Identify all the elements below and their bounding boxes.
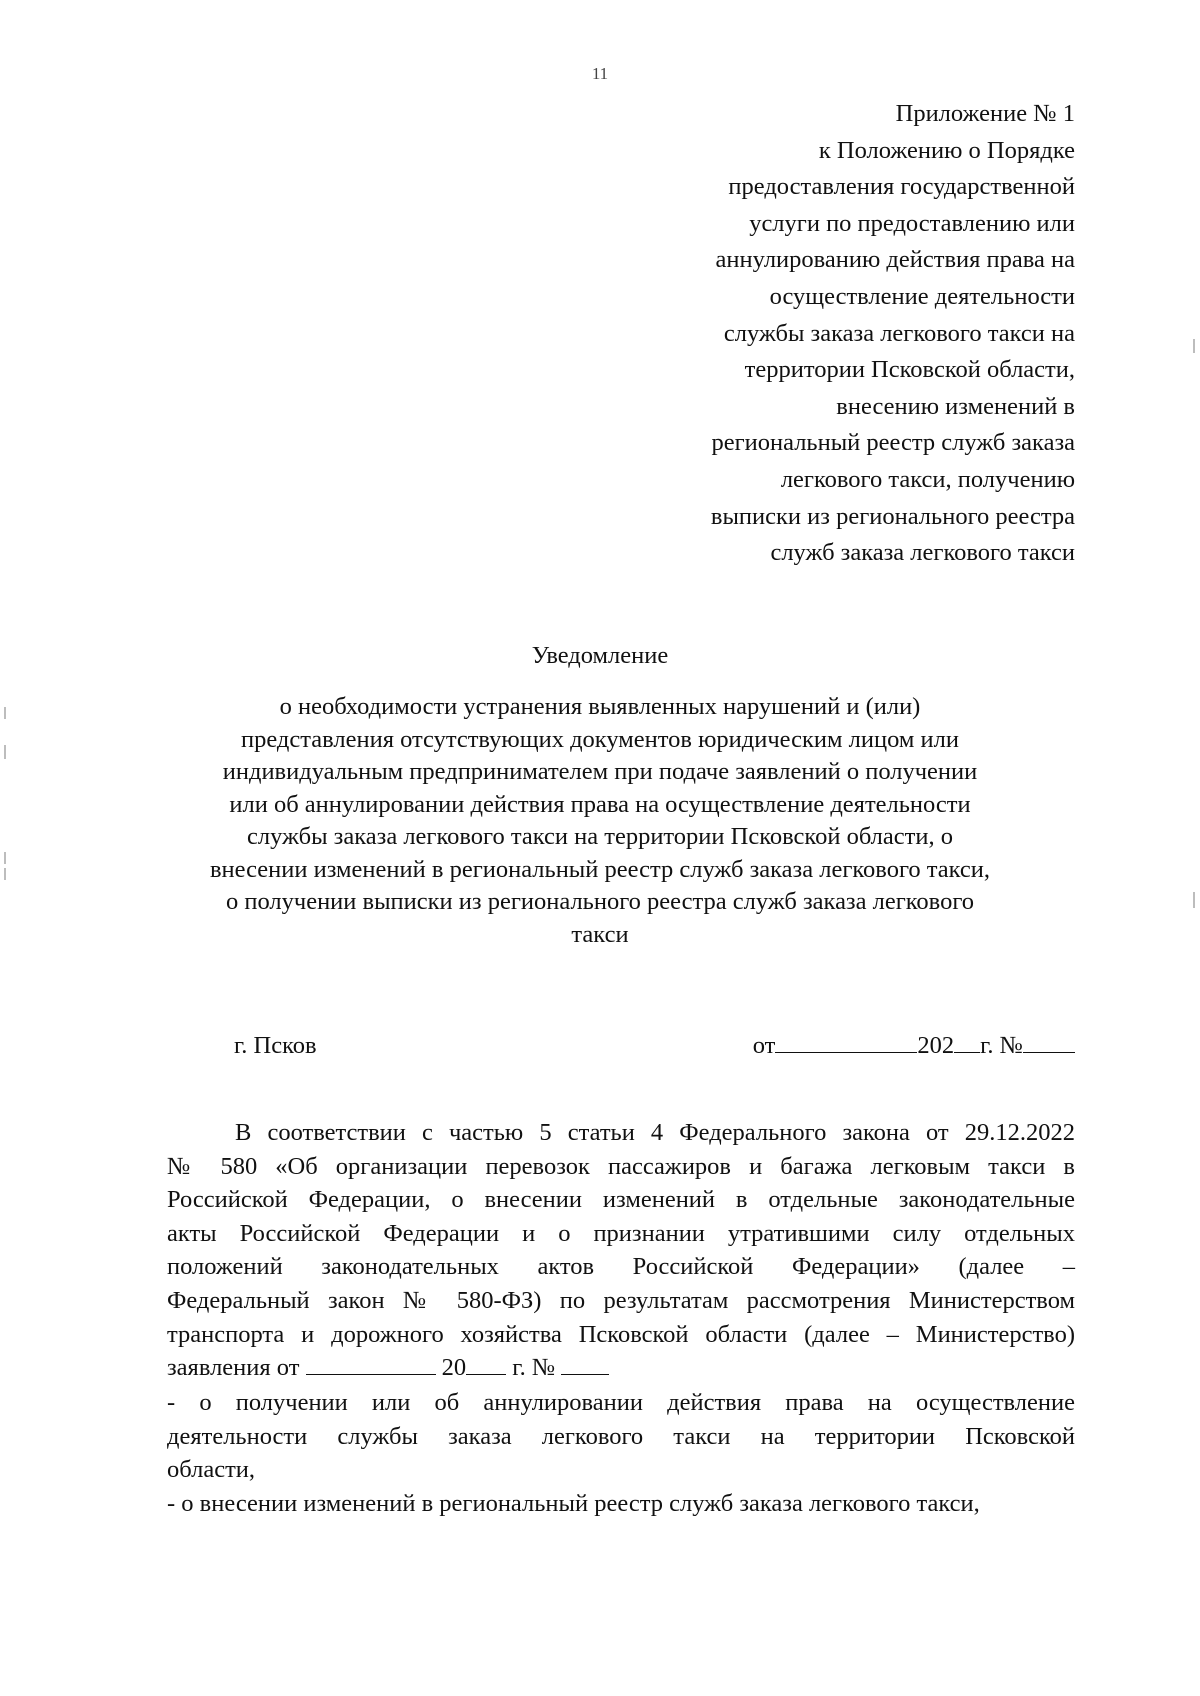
year-prefix: 202 [917, 1032, 955, 1059]
appendix-line: внесению изменений в [836, 392, 1075, 420]
notice-subtitle-line: индивидуальным предпринимателем при подаче заявлений о получении [222, 758, 978, 785]
appendix-line: предоставления государственной [728, 173, 1075, 201]
application-date-line [167, 1351, 1075, 1385]
body-line: № 580 «Об организации перевозок пассажиров и багажа легковым такси в [167, 1152, 1075, 1180]
appendix-line: региональный реестр служб заказа [711, 429, 1075, 457]
notice-subtitle-line: или об аннулировании действия права на осуществление деятельности [229, 790, 971, 818]
notice-subtitle-line: о необходимости устранения выявленных нарушений и (или) [279, 693, 921, 720]
application-label: заявления от [167, 1354, 300, 1382]
year-blank-field[interactable] [954, 1030, 980, 1053]
body-line: В соответствии с частью 5 статьи 4 Федерального закона от 29.12.2022 [235, 1119, 1075, 1146]
appendix-line: службы заказа легкового такси на [723, 319, 1075, 347]
application-types-list [167, 1386, 1075, 1520]
list-item: области, [167, 1456, 256, 1484]
body-paragraph [167, 1116, 1075, 1385]
list-item: - о получении или об аннулировании действия права на осуществление [167, 1389, 1075, 1416]
list-item: - о внесении изменений в региональный реестр служб заказа легкового такси, [167, 1489, 980, 1517]
body-line: Федеральный закон № 580-ФЗ) по результатам рассмотрения Министерством [167, 1286, 1075, 1314]
body-line: акты Российской Федерации и о признании утратившими силу отдельных [167, 1219, 1075, 1247]
place-of-issue: г. Псков [234, 1032, 317, 1059]
date-from-label: от [752, 1032, 776, 1059]
application-year-blank[interactable] [466, 1352, 506, 1375]
notice-title: Уведомление [531, 642, 669, 669]
notice-subtitle-line: представления отсутствующих документов юридическим лицом или [241, 725, 959, 753]
number-label: г. № [980, 1032, 1023, 1059]
body-line: транспорта и дорожного хозяйства Псковской области (далее – Министерство) [167, 1320, 1075, 1348]
application-number-blank[interactable] [561, 1352, 609, 1375]
appendix-line: легкового такси, получению [780, 465, 1075, 493]
notice-subtitle [0, 691, 1200, 951]
appendix-reference [575, 96, 1075, 572]
notice-subtitle-line: службы заказа легкового такси на территории Псковской области, о [247, 823, 953, 850]
notice-subtitle-line: внесении изменений в региональный реестр служб заказа легкового такси, [209, 855, 991, 883]
number-blank-field[interactable] [1023, 1030, 1075, 1053]
body-line: положений законодательных актов Российской Федерации» (далее – [167, 1253, 1075, 1281]
scan-edge-mark [1193, 339, 1195, 353]
appendix-line: услуги по предоставлению или [749, 209, 1075, 237]
appendix-line: аннулированию действия права на [715, 246, 1075, 274]
body-line: Российской Федерации, о внесении изменений в отдельные законодательные [167, 1186, 1075, 1214]
appendix-line: к Положению о Порядке [818, 136, 1075, 164]
notice-subtitle-line: о получении выписки из регионального реестра служб заказа легкового [225, 888, 975, 915]
application-date-blank[interactable] [306, 1352, 436, 1375]
page-number: 11 [591, 64, 609, 83]
appendix-line: осуществление деятельности [769, 282, 1075, 310]
date-number-line [753, 1030, 1075, 1062]
appendix-line: служб заказа легкового такси [770, 539, 1075, 567]
appendix-line: территории Псковской области, [744, 356, 1075, 384]
application-number-label: г. № [512, 1354, 556, 1382]
list-item: деятельности службы заказа легкового такси на территории Псковской [167, 1422, 1075, 1450]
notice-subtitle-line: такси [571, 920, 629, 948]
appendix-line: Приложение № 1 [895, 100, 1075, 127]
appendix-line: выписки из регионального реестра [710, 502, 1075, 530]
application-year-prefix: 20 [441, 1354, 467, 1382]
date-blank-field[interactable] [775, 1030, 917, 1053]
